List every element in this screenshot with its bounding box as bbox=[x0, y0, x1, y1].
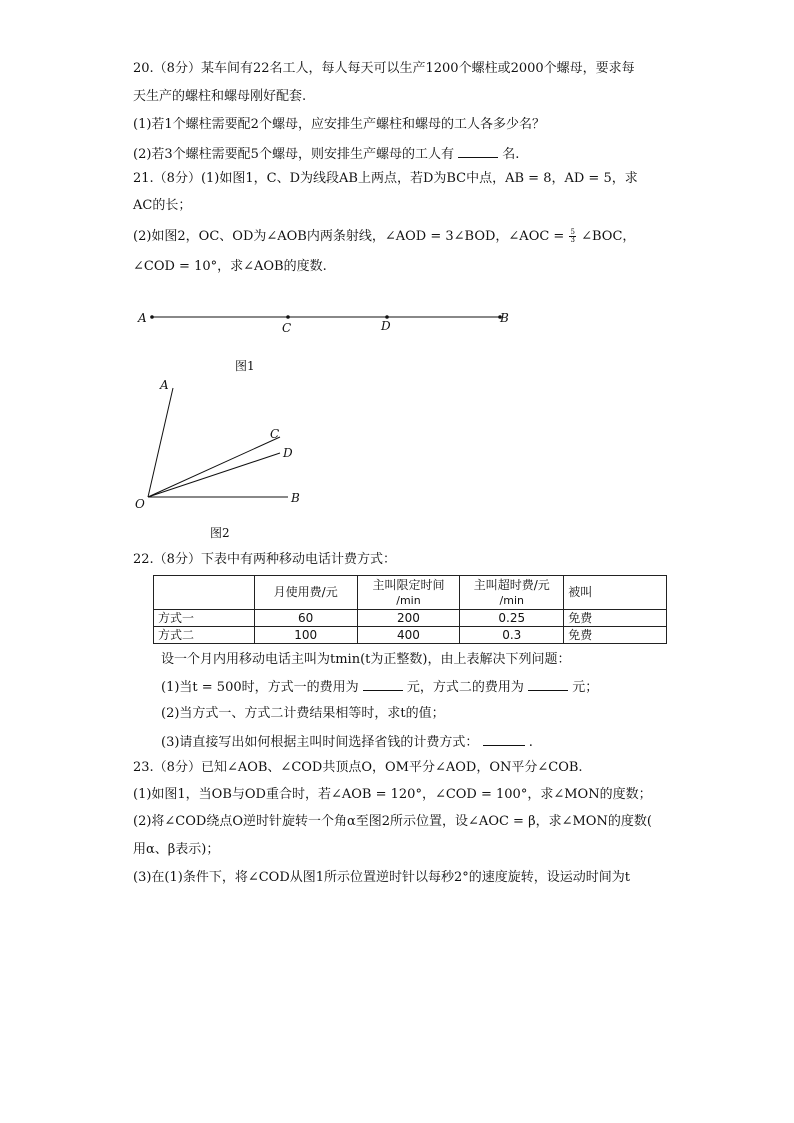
q20-answer-blank bbox=[458, 144, 498, 158]
header-overtime-fee-unit: /min bbox=[499, 593, 524, 607]
fig1-label-a: A bbox=[138, 311, 147, 325]
q22-part-1-text-c: 元； bbox=[572, 680, 599, 695]
q20-part-2 bbox=[133, 144, 519, 164]
q23-part-2: (2)将∠COD绕点O逆时针旋转一个角α至图2所示位置，设∠AOC = β，求∠MON的度数( bbox=[133, 814, 652, 829]
table-header-row bbox=[154, 576, 667, 610]
fig2-label-b: B bbox=[291, 491, 300, 505]
table-header-call-limit bbox=[357, 576, 460, 610]
q21-part-2-text-b: ∠BOC， bbox=[581, 229, 636, 244]
fraction-5-3 bbox=[569, 229, 575, 244]
figure-1-caption: 图1 bbox=[235, 359, 255, 373]
q22-line-1: 设一个月内用移动电话主叫为tmin(t为正整数)，由上表解决下列问题： bbox=[161, 652, 571, 667]
header-overtime-fee-label: 主叫超时费/元 bbox=[473, 577, 550, 592]
table-cell: 400 bbox=[357, 627, 460, 644]
q22-part-3-end: . bbox=[528, 735, 533, 750]
table-cell: 0.3 bbox=[460, 627, 564, 644]
figure-1-segment bbox=[130, 300, 530, 345]
q22-part-1-text-b: 元，方式二的费用为 bbox=[406, 680, 524, 695]
fraction-denominator: 3 bbox=[570, 236, 575, 244]
q22-plan1-cost-blank bbox=[363, 677, 403, 691]
table-cell: 100 bbox=[254, 627, 357, 644]
table-header-monthly-fee: 月使用费/元 bbox=[254, 576, 357, 610]
table-cell: 免费 bbox=[564, 627, 667, 644]
q23-line-1: 23.（8分）已知∠AOB、∠COD共顶点O，OM平分∠AOD，ON平分∠COB. bbox=[133, 760, 583, 775]
q22-choice-blank bbox=[483, 732, 525, 746]
q22-part-3 bbox=[161, 732, 533, 752]
q23-part-2-cont: 用α、β表示)； bbox=[133, 842, 220, 857]
fig1-label-c: C bbox=[282, 321, 292, 335]
q22-plan2-cost-blank bbox=[528, 677, 568, 691]
q23-part-1: (1)如图1，当OB与OD重合时，若∠AOB = 120°，∠COD = 100°，求∠MON的度数； bbox=[133, 787, 652, 802]
header-call-limit-unit: /min bbox=[396, 593, 421, 607]
table-cell-plan: 方式一 bbox=[154, 610, 255, 627]
table-cell: 200 bbox=[357, 610, 460, 627]
table-cell-plan: 方式二 bbox=[154, 627, 255, 644]
billing-table bbox=[153, 575, 667, 644]
q20-part-2-end: 名. bbox=[502, 147, 520, 162]
q22-part-1 bbox=[161, 677, 598, 697]
fig2-label-c: C bbox=[270, 427, 280, 441]
q22-part-1-text-a: (1)当t = 500时，方式一的费用为 bbox=[161, 680, 359, 695]
table-cell: 0.25 bbox=[460, 610, 564, 627]
q20-part-2-text: (2)若3个螺柱需要配5个螺母，则安排生产螺母的工人有 bbox=[133, 147, 454, 162]
fig1-label-b: B bbox=[500, 311, 509, 325]
table-cell: 60 bbox=[254, 610, 357, 627]
fig2-label-d: D bbox=[283, 446, 293, 460]
table-row bbox=[154, 627, 667, 644]
table-header-cell bbox=[154, 576, 255, 610]
figure-2-angles bbox=[130, 375, 320, 515]
q23-part-3: (3)在(1)条件下，将∠COD从图1所示位置逆时针以每秒2°的速度旋转，设运动时间为t bbox=[133, 870, 631, 885]
q21-line-4: ∠COD = 10°，求∠AOB的度数. bbox=[133, 259, 327, 274]
fig1-label-d: D bbox=[381, 319, 391, 333]
fig2-label-a: A bbox=[160, 378, 169, 392]
q22-part-2: (2)当方式一、方式二计费结果相等时，求t的值； bbox=[161, 706, 445, 721]
q21-line-1: 21.（8分）(1)如图1，C、D为线段AB上两点，若D为BC中点，AB = 8，AD = 5，求 bbox=[133, 171, 638, 186]
q21-part-2-text: (2)如图2，OC、OD为∠AOB内两条射线，∠AOD = 3∠BOD，∠AOC = bbox=[133, 229, 565, 244]
table-header-incoming: 被叫 bbox=[564, 576, 667, 610]
fig2-label-o: O bbox=[135, 497, 145, 511]
q20-line-1: 20.（8分）某车间有22名工人，每人每天可以生产1200个螺柱或2000个螺母，要求每 bbox=[133, 61, 635, 76]
q20-part-1: (1)若1个螺柱需要配2个螺母，应安排生产螺柱和螺母的工人各多少名？ bbox=[133, 117, 545, 132]
fraction-numerator: 5 bbox=[570, 228, 575, 236]
q21-part-2 bbox=[133, 228, 635, 246]
header-call-limit-label: 主叫限定时间 bbox=[372, 577, 445, 592]
figure-2-caption: 图2 bbox=[210, 526, 230, 540]
table-row bbox=[154, 610, 667, 627]
table-cell: 免费 bbox=[564, 610, 667, 627]
q21-line-2: AC的长； bbox=[133, 198, 192, 213]
q20-line-2: 天生产的螺柱和螺母刚好配套. bbox=[133, 89, 307, 104]
table-header-overtime-fee bbox=[460, 576, 564, 610]
q22-part-3-text: (3)请直接写出如何根据主叫时间选择省钱的计费方式： bbox=[161, 735, 479, 750]
q22-intro: 22.（8分）下表中有两种移动电话计费方式： bbox=[133, 552, 396, 567]
